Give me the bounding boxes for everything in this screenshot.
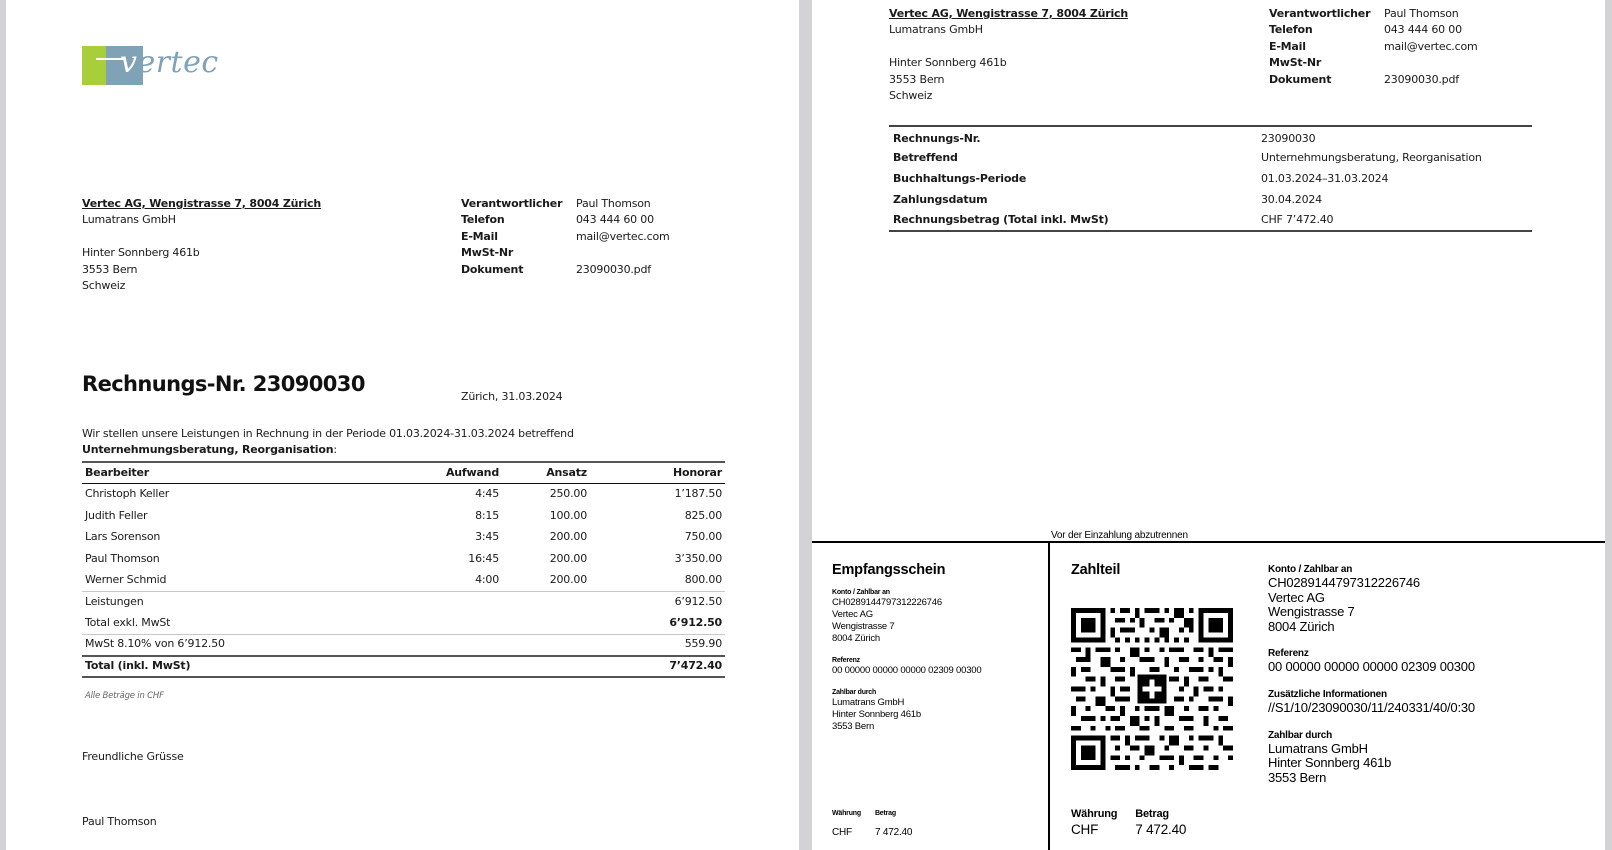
payment-additional-info: //S1/10/23090030/11/240331/40/0:30 bbox=[1268, 699, 1475, 715]
cell-aufwand: 8:15 bbox=[475, 508, 499, 522]
cell-ansatz: 200.00 bbox=[549, 551, 587, 565]
info-value: mail@vertec.com bbox=[576, 229, 670, 243]
info-label: Verantwortlicher bbox=[461, 197, 563, 210]
cell-ansatz: 100.00 bbox=[549, 508, 587, 522]
address-block bbox=[82, 196, 321, 294]
swiss-qr-code-icon bbox=[1071, 608, 1233, 770]
table-row bbox=[82, 527, 725, 549]
cell-aufwand: 3:45 bbox=[475, 530, 499, 544]
summary-row bbox=[889, 147, 1532, 168]
table-row bbox=[82, 505, 725, 527]
cell-honorar: 800.00 bbox=[684, 572, 722, 586]
summary-value: 30.04.2024 bbox=[1261, 192, 1322, 206]
cell-name: Paul Thomson bbox=[85, 551, 160, 565]
payment-reference-label: Referenz bbox=[1268, 648, 1309, 660]
table-header-row bbox=[82, 462, 725, 484]
cell-name: Christoph Keller bbox=[85, 487, 170, 501]
payment-title: Zahlteil bbox=[1071, 562, 1121, 578]
col-header: Bearbeiter bbox=[85, 465, 149, 479]
table-row bbox=[82, 570, 725, 592]
place-date: Zürich, 31.03.2024 bbox=[461, 390, 563, 403]
summary-row bbox=[889, 210, 1532, 231]
info-value: 23090030.pdf bbox=[1384, 72, 1459, 86]
total-row bbox=[82, 656, 725, 678]
receipt-currency-label: Währung bbox=[832, 810, 861, 817]
info-label: Verantwortlicher bbox=[1269, 7, 1371, 20]
receipt-section bbox=[832, 562, 1042, 733]
info-label: Telefon bbox=[461, 213, 505, 227]
sender-line: Vertec AG, Wengistrasse 7, 8004 Zürich bbox=[889, 7, 1128, 20]
summary-row bbox=[889, 189, 1532, 210]
info-value bbox=[1384, 55, 1478, 71]
info-value: 23090030.pdf bbox=[576, 262, 651, 276]
table-row bbox=[82, 484, 725, 506]
payment-amount-label: Betrag bbox=[1135, 808, 1169, 820]
info-value: 043 444 60 00 bbox=[1384, 23, 1462, 37]
info-value bbox=[576, 245, 670, 261]
payment-creditor-name: Vertec AG bbox=[1268, 589, 1325, 605]
payment-amount bbox=[1071, 806, 1186, 839]
summary-label: Rechnungs-Nr. bbox=[893, 132, 981, 145]
intro-line: Wir stellen unsere Leistungen in Rechnung in der Periode 01.03.2024-31.03.2024 betreffend bbox=[82, 427, 574, 440]
subject-suffix: : bbox=[333, 443, 337, 457]
cell-honorar: 1’187.50 bbox=[674, 487, 722, 501]
col-header: Ansatz bbox=[546, 465, 587, 479]
mwst-value: 559.90 bbox=[607, 634, 725, 656]
info-label: E-Mail bbox=[1269, 39, 1306, 53]
info-value: mail@vertec.com bbox=[1384, 39, 1478, 53]
payment-iban: CH0289144797312226746 bbox=[1268, 575, 1420, 590]
recipient-name: Lumatrans GmbH bbox=[82, 213, 176, 227]
items-table bbox=[82, 461, 725, 678]
recipient-street: Hinter Sonnberg 461b bbox=[82, 246, 200, 260]
payment-payer-label: Zahlbar durch bbox=[1268, 729, 1333, 741]
info-block bbox=[461, 196, 670, 278]
payment-details bbox=[1268, 564, 1588, 785]
summary-label: Buchhaltungs-Periode bbox=[893, 171, 1027, 185]
info-label: MwSt-Nr bbox=[1269, 56, 1322, 70]
payment-reference: 00 00000 00000 00000 02309 00300 bbox=[1268, 659, 1475, 675]
currency-note: Alle Beträge in CHF bbox=[85, 691, 164, 701]
cell-aufwand: 4:00 bbox=[475, 572, 499, 586]
payment-payer-street: Hinter Sonnberg 461b bbox=[1268, 755, 1392, 771]
recipient-country: Schweiz bbox=[82, 279, 126, 293]
receipt-reference: 00 00000 00000 00000 02309 00300 bbox=[832, 665, 982, 677]
recipient-street: Hinter Sonnberg 461b bbox=[889, 56, 1007, 70]
receipt-creditor-name: Vertec AG bbox=[832, 609, 873, 621]
mwst-label: MwSt 8.10% von 6’912.50 bbox=[82, 634, 372, 656]
summary-label: Rechnungsbetrag (Total inkl. MwSt) bbox=[893, 213, 1109, 227]
info-label: Dokument bbox=[461, 262, 524, 276]
col-header: Honorar bbox=[672, 465, 722, 479]
receipt-separator-line bbox=[1048, 542, 1050, 850]
cell-name: Judith Feller bbox=[85, 508, 148, 522]
cell-aufwand: 4:45 bbox=[475, 487, 499, 501]
logo-wordmark: vertec bbox=[120, 45, 219, 80]
info-label: Dokument bbox=[1269, 72, 1332, 86]
greeting: Freundliche Grüsse bbox=[82, 750, 184, 763]
summary-value: Unternehmungsberatung, Reorganisation bbox=[1261, 150, 1482, 164]
col-header: Aufwand bbox=[445, 465, 499, 479]
signature: Paul Thomson bbox=[82, 815, 157, 828]
payment-payer-city: 3553 Bern bbox=[1268, 769, 1327, 785]
receipt-amount-value: 7 472.40 bbox=[874, 827, 913, 839]
summary-label: Zahlungsdatum bbox=[893, 192, 988, 206]
info-block bbox=[1269, 6, 1478, 88]
receipt-amount bbox=[832, 806, 912, 842]
receipt-amount-label: Betrag bbox=[874, 810, 896, 817]
leistungen-row bbox=[82, 591, 725, 613]
info-value: Paul Thomson bbox=[576, 197, 651, 210]
intro-text bbox=[82, 426, 574, 459]
payment-payer-name: Lumatrans GmbH bbox=[1268, 740, 1368, 756]
cell-ansatz: 200.00 bbox=[549, 572, 587, 586]
receipt-creditor-city: 8004 Zürich bbox=[832, 633, 880, 645]
cell-honorar: 3’350.00 bbox=[674, 551, 722, 565]
total-exkl-label: Total exkl. MwSt bbox=[85, 615, 171, 629]
payment-additional-label: Zusätzliche Informationen bbox=[1268, 688, 1387, 700]
receipt-title: Empfangsschein bbox=[832, 562, 946, 578]
recipient-city: 3553 Bern bbox=[889, 72, 945, 86]
recipient-city: 3553 Bern bbox=[82, 262, 138, 276]
payment-currency: CHF bbox=[1071, 822, 1099, 838]
mwst-row bbox=[82, 634, 725, 656]
cell-name: Lars Sorenson bbox=[85, 530, 161, 544]
recipient-name: Lumatrans GmbH bbox=[889, 23, 983, 37]
total-exkl-value: 6’912.50 bbox=[669, 615, 722, 629]
table-row bbox=[82, 548, 725, 570]
leistungen-value: 6’912.50 bbox=[607, 591, 725, 613]
total-exkl-row bbox=[82, 613, 725, 635]
sender-line: Vertec AG, Wengistrasse 7, 8004 Zürich bbox=[82, 197, 321, 210]
summary-value: CHF 7’472.40 bbox=[1261, 213, 1334, 227]
cell-honorar: 825.00 bbox=[684, 508, 722, 522]
receipt-iban: CH0289144797312226746 bbox=[832, 597, 942, 609]
summary-row bbox=[889, 168, 1532, 189]
cut-note: Vor der Einzahlung abzutrennen bbox=[1051, 530, 1188, 541]
info-label: Telefon bbox=[1269, 23, 1313, 37]
address-block bbox=[889, 6, 1128, 104]
info-value: Paul Thomson bbox=[1384, 7, 1459, 20]
cell-honorar: 750.00 bbox=[684, 530, 722, 544]
logo-green-block bbox=[82, 46, 106, 85]
payment-creditor-street: Wengistrasse 7 bbox=[1268, 604, 1355, 620]
receipt-payer-name: Lumatrans GmbH bbox=[832, 697, 905, 709]
invoice-page-2 bbox=[812, 0, 1605, 850]
perforation-line bbox=[812, 541, 1605, 543]
total-label: Total (inkl. MwSt) bbox=[82, 656, 372, 678]
payment-account-label: Konto / Zahlbar an bbox=[1268, 564, 1353, 575]
info-label: MwSt-Nr bbox=[461, 246, 514, 260]
payment-currency-label: Währung bbox=[1071, 808, 1118, 820]
receipt-reference-label: Referenz bbox=[832, 657, 860, 665]
receipt-creditor-street: Wengistrasse 7 bbox=[832, 621, 895, 633]
cell-name: Werner Schmid bbox=[85, 572, 167, 586]
summary-value: 23090030 bbox=[1261, 132, 1316, 145]
info-label: E-Mail bbox=[461, 229, 498, 243]
vertec-logo bbox=[82, 46, 222, 85]
receipt-currency: CHF bbox=[832, 827, 852, 839]
leistungen-label: Leistungen bbox=[82, 591, 372, 613]
cell-ansatz: 250.00 bbox=[549, 487, 587, 501]
subject: Unternehmungsberatung, Reorganisation bbox=[82, 443, 334, 457]
payment-creditor-city: 8004 Zürich bbox=[1268, 618, 1335, 634]
recipient-country: Schweiz bbox=[889, 89, 933, 103]
summary-table bbox=[889, 125, 1532, 232]
summary-value: 01.03.2024–31.03.2024 bbox=[1261, 171, 1389, 185]
invoice-page-1 bbox=[6, 0, 799, 850]
summary-row bbox=[889, 126, 1532, 147]
cell-ansatz: 200.00 bbox=[549, 530, 587, 544]
total-value: 7’472.40 bbox=[607, 656, 725, 678]
payment-amount-value: 7 472.40 bbox=[1135, 822, 1187, 838]
invoice-title: Rechnungs-Nr. 23090030 bbox=[82, 372, 365, 396]
receipt-payer-label: Zahlbar durch bbox=[832, 689, 877, 697]
receipt-payer-street: Hinter Sonnberg 461b bbox=[832, 709, 921, 721]
summary-label: Betreffend bbox=[893, 150, 958, 164]
info-value: 043 444 60 00 bbox=[576, 213, 654, 227]
cell-aufwand: 16:45 bbox=[468, 551, 499, 565]
receipt-account-label: Konto / Zahlbar an bbox=[832, 589, 890, 597]
receipt-payer-city: 3553 Bern bbox=[832, 721, 875, 733]
